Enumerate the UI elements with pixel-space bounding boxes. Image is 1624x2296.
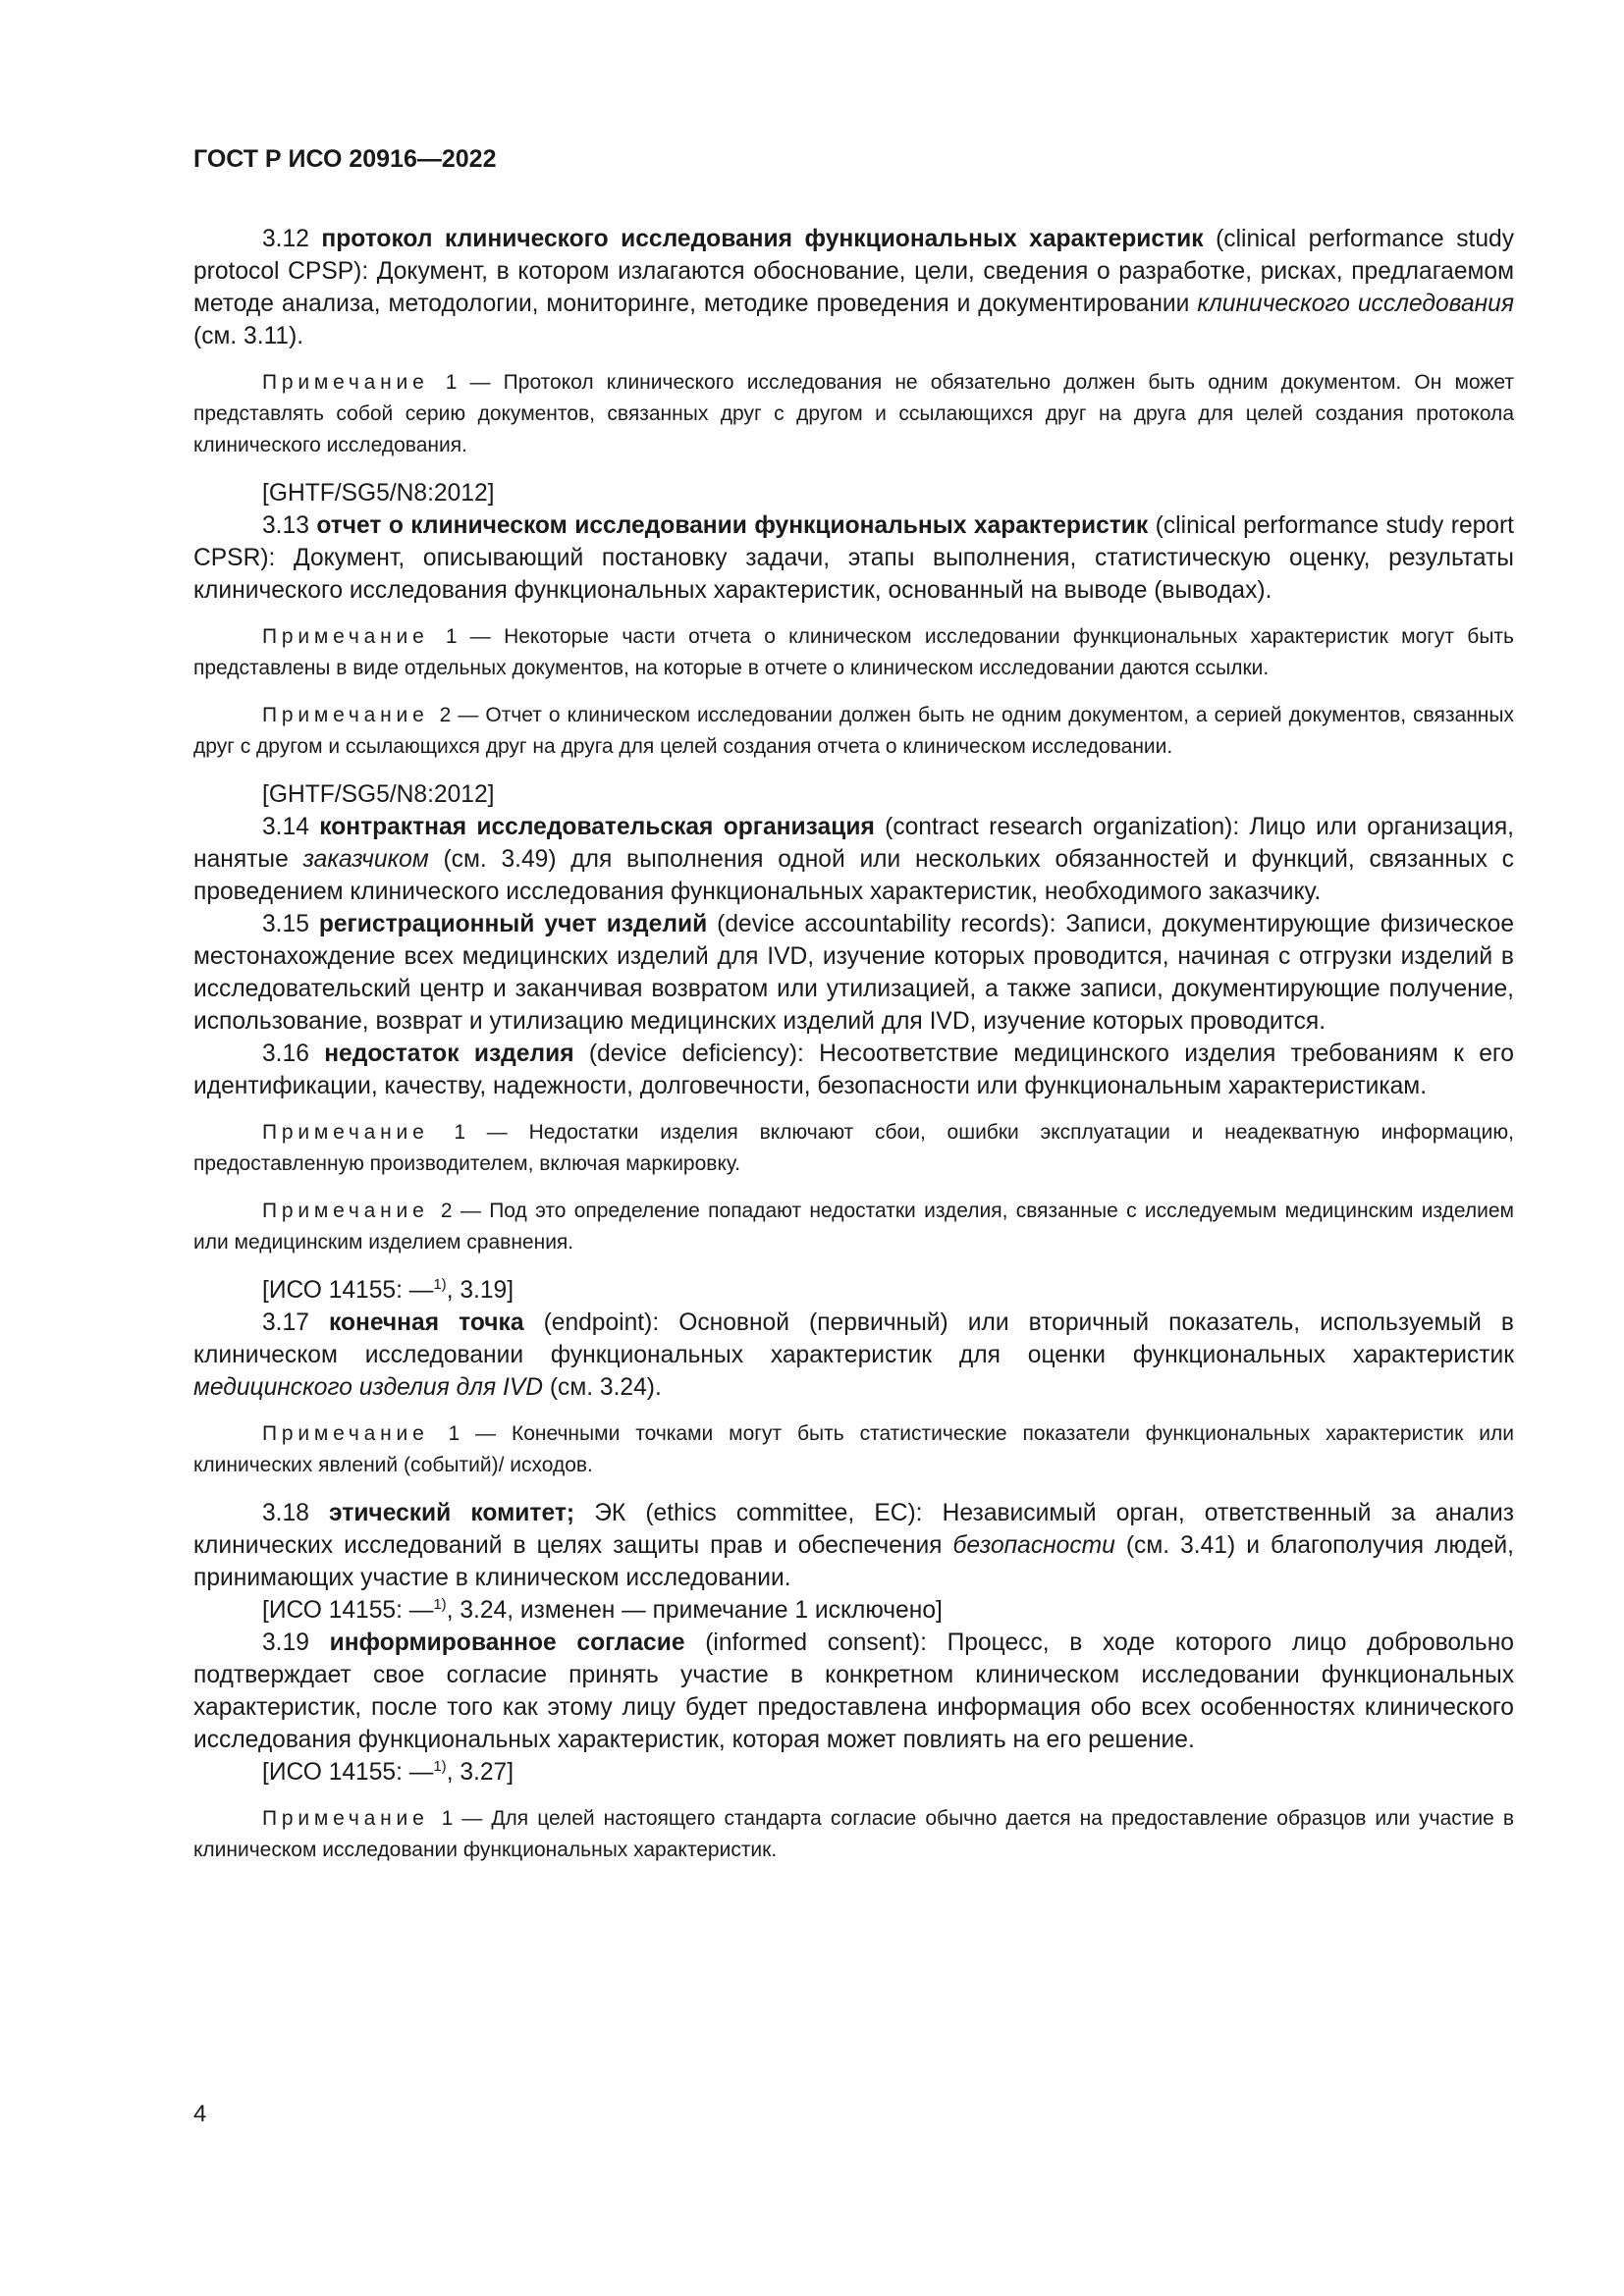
source-text-end: , 3.27] [446, 1759, 514, 1786]
note-label: Примечание [262, 704, 429, 726]
note-label: Примечание [262, 1807, 429, 1830]
term-number: 3.14 [262, 814, 309, 840]
note-3-13-2 [193, 700, 1514, 763]
term-definition: (clinical performance study protocol CPSP): Документ, в котором излагаются обоснование, цели, сведения о разработке, рисках, предлагаемом методе анализа, методологии, мониторинге, методике проведения и документировании [193, 226, 1515, 317]
term-number: 3.19 [262, 1629, 309, 1656]
term-number: 3.15 [262, 911, 309, 937]
source-text: [ИСО 14155: — [262, 1277, 434, 1304]
term-title: протокол клинического исследования функциональных характеристик [321, 226, 1204, 252]
term-definition: (clinical performance study report CPSR): Документ, описывающий постановку задачи, этапы выполнения, статистическую оценку, результаты клинического исследования функциональных характеристик, основанный на выводе (выводах). [193, 512, 1515, 604]
note-label: Примечание [262, 1200, 429, 1222]
note-text: 1 — Конечными точками могут быть статистические показатели функциональных характеристик или клинических явлений (событий)/ исходов. [193, 1422, 1514, 1476]
footnote-marker[interactable]: 1) [433, 1596, 447, 1613]
source-3-19 [193, 1756, 1514, 1789]
term-title: этический комитет; [329, 1500, 575, 1526]
note-3-17-1 [193, 1418, 1514, 1481]
note-label: Примечание [262, 1121, 429, 1144]
term-definition: (device accountability records): Записи, документирующие физическое местонахождение всех медицинских изделий для IVD, изучение которых проводится, начиная с отгрузки изделий в исследовательский центр и заканчивая возвратом или утилизацией, а также записи, документирующие получение, использование, возврат и утилизацию медицинских изделий для IVD, изучение которых проводится. [193, 911, 1514, 1035]
term-definition: (device deficiency): Несоответствие медицинского изделия требованиям к его идентификации, качеству, надежности, долговечности, безопасности или функциональным характеристикам. [193, 1041, 1514, 1099]
note-3-16-2 [193, 1196, 1514, 1258]
note-text: 1 — Для целей настоящего стандарта согласие обычно дается на предоставление образцов или участие в клиническом исследовании функциональных характеристик. [193, 1807, 1514, 1861]
note-text: 1 — Недостатки изделия включают сбои, ошибки эксплуатации и неадекватную информацию, предоставленную производителем, включая маркировку. [193, 1121, 1514, 1175]
term-title: конечная точка [328, 1309, 524, 1336]
term-definition-end: (см. 3.11). [193, 323, 304, 349]
source-3-16 [193, 1274, 1514, 1307]
source-text-end: , 3.24, изменен — примечание 1 исключено] [446, 1597, 943, 1624]
term-title: недостаток изделия [324, 1041, 574, 1067]
term-definition: (contract research organization): Лицо или организация, нанятые [193, 814, 1514, 873]
note-3-19-1 [193, 1803, 1514, 1866]
note-text: 2 — Отчет о клиническом исследовании должен быть не одним документом, а серией документов, связанных друг с другом и ссылающихся друг на друга для целей создания отчета о клиническом исследовании. [193, 704, 1514, 758]
term-reference: медицинского изделия для IVD [193, 1374, 543, 1401]
term-3-15 [193, 908, 1514, 1038]
term-title: информированное согласие [329, 1629, 685, 1656]
term-3-13 [193, 509, 1514, 607]
term-definition-end: (см. 3.24). [543, 1374, 662, 1401]
page-number: 4 [193, 2101, 207, 2127]
source-3-18 [193, 1594, 1514, 1627]
term-title: регистрационный учет изделий [318, 911, 708, 937]
term-title: контрактная исследовательская организация [319, 814, 875, 840]
source-text-end: , 3.19] [446, 1277, 514, 1304]
term-definition-end: (см. 3.41) и благополучия людей, принимающих участие в клиническом исследовании. [193, 1532, 1514, 1591]
term-reference: клинического исследования [1197, 291, 1514, 317]
term-3-14 [193, 811, 1514, 908]
note-label: Примечание [262, 625, 429, 648]
note-3-13-1 [193, 621, 1514, 684]
term-3-16 [193, 1038, 1514, 1102]
source-3-13: [GHTF/SG5/N8:2012] [262, 781, 495, 808]
term-number: 3.13 [262, 512, 309, 539]
note-3-12-1 [193, 367, 1514, 461]
footnote-marker[interactable]: 1) [433, 1276, 447, 1293]
source-3-12: [GHTF/SG5/N8:2012] [262, 480, 495, 507]
term-3-12 [193, 223, 1514, 352]
term-title: отчет о клиническом исследовании функциональных характеристик [316, 512, 1149, 539]
term-definition: ЭК (ethics committee, EC): Независимый орган, ответственный за анализ клинических исследований в целях защиты прав и обеспечения [193, 1500, 1514, 1559]
document-header: ГОСТ Р ИСО 20916—2022 [193, 145, 497, 173]
note-text: 2 — Под это определение попадают недостатки изделия, связанные с исследуемым медицинским изделием или медицинским изделием сравнения. [193, 1200, 1514, 1254]
term-reference: безопасности [952, 1532, 1115, 1559]
term-3-17 [193, 1307, 1514, 1404]
footnote-marker[interactable]: 1) [433, 1758, 447, 1775]
term-number: 3.16 [262, 1041, 309, 1067]
note-label: Примечание [262, 1422, 429, 1445]
note-label: Примечание [262, 371, 429, 394]
source-text: [ИСО 14155: — [262, 1759, 434, 1786]
term-3-19 [193, 1627, 1514, 1756]
note-text: 1 — Некоторые части отчета о клиническом исследовании функциональных характеристик могут быть представлены в виде отдельных документов, на которые в отчете о клиническом исследовании даются ссылки. [193, 625, 1514, 679]
term-number: 3.12 [262, 226, 309, 252]
term-definition: (informed consent): Процесс, в ходе которого лицо добровольно подтверждает свое согласие принять участие в конкретном клиническом исследовании функциональных характеристик, после того как этому лицу будет предоставлена информация обо всех особенностях клинического исследования функциональных характеристик, которая может повлиять на его решение. [193, 1629, 1514, 1753]
term-reference: заказчиком [302, 846, 429, 873]
term-definition-end: (см. 3.49) для выполнения одной или нескольких обязанностей и функций, связанных с проведением клинического исследования функциональных характеристик, необходимого заказчику. [193, 846, 1514, 905]
term-number: 3.18 [262, 1500, 309, 1526]
source-text: [ИСО 14155: — [262, 1597, 434, 1624]
term-number: 3.17 [262, 1309, 309, 1336]
term-definition: (endpoint): Основной (первичный) или вторичный показатель, используемый в клиническом исследовании функциональных характеристик для оценки функциональных характеристик [193, 1309, 1514, 1368]
note-text: 1 — Протокол клинического исследования не обязательно должен быть одним документом. Он может представлять собой серию документов, связанных друг с другом и ссылающихся друг на друга для целей создания протокола клинического исследования. [193, 371, 1515, 456]
term-3-18 [193, 1497, 1514, 1594]
note-3-16-1 [193, 1117, 1514, 1180]
